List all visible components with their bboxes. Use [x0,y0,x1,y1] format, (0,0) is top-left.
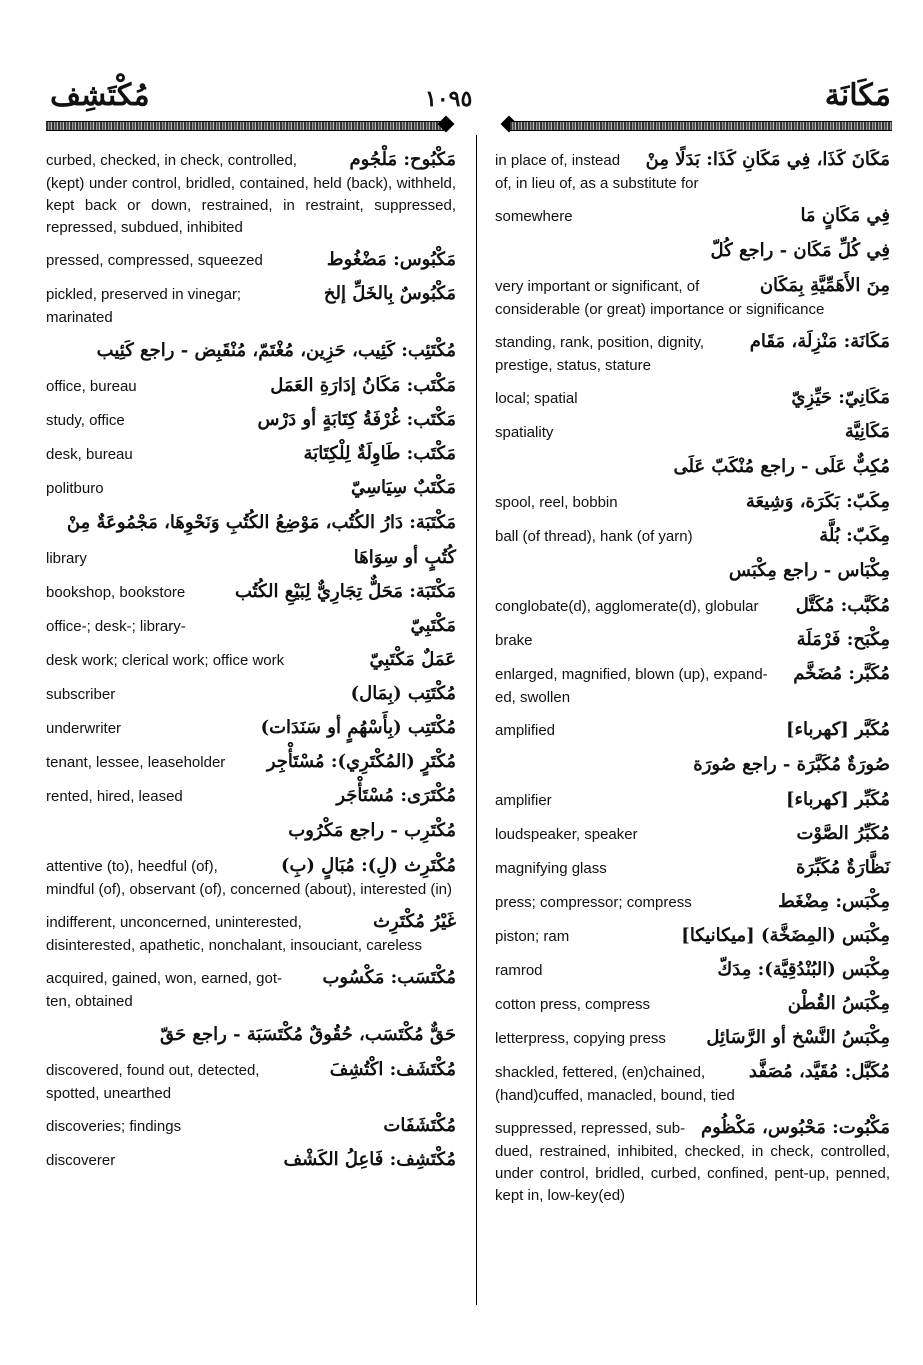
dictionary-entry [46,407,456,433]
arabic-entry-line: مِكْبَاس - راجع مِكْبَس [728,560,890,581]
dictionary-entry [46,1113,456,1139]
english-definition: rented, hired, leased [46,788,183,805]
header-rule-left [46,121,444,131]
english-definition: indifferent, unconcerned, uninterested, [46,914,302,931]
english-definition: office-; desk-; library- [46,618,186,635]
page-number: ١٠٩٥ [425,86,473,112]
arabic-headword: مَكْتَب: غُرْفَةُ كِتَابَةٍ أو دَرْس [257,409,456,430]
english-definition: suppressed, repressed, sub- [495,1120,686,1137]
english-definition: cotton press, compress [495,996,651,1013]
arabic-headword: مِكْبَسُ القُطْن [787,993,890,1014]
dictionary-entry [46,281,456,329]
dictionary-entry [495,923,890,949]
arabic-headword: مَكْبُوح: مَلْجُوم [349,149,456,170]
english-definition: politburo [46,480,104,497]
english-definition: loudspeaker, speaker [495,826,638,843]
dictionary-entry [495,147,890,195]
dictionary-entry [46,1147,456,1173]
dictionary-entry [46,817,456,845]
arabic-entry-line: مُكِبٌّ عَلَى - راجع مُنْكَبّ عَلَى [673,456,890,477]
arabic-headword: مُكَبِّر [كهرباء] [785,789,890,810]
english-definition: standing, rank, position, dignity, [495,334,705,351]
arabic-headword: مُكْتَشَفَات [383,1115,456,1136]
arabic-headword: مُكَبَّب: مُكَتَّل [795,595,890,616]
dictionary-entry [495,557,890,585]
arabic-entry-line: صُورَةٌ مُكَبَّرَة - راجع صُورَة [693,754,890,775]
dictionary-entry [495,889,890,915]
arabic-headword: مُكْتَرٍ (المُكْتَرِي): مُسْتَأْجِر [266,751,456,772]
english-definition: library [46,550,87,567]
english-definition: press; compressor; compress [495,894,692,911]
arabic-headword: فِي مَكَانٍ مَا [800,205,890,226]
dictionary-entry [46,613,456,639]
english-definition: subscriber [46,686,116,703]
english-definition: discovered, found out, detected, [46,1062,260,1079]
dictionary-entry [46,337,456,365]
dictionary-entry [46,681,456,707]
dictionary-entry [46,545,456,571]
english-definition-continued: (kept) under control, bridled, contained, held (back), withheld, kept back or down, restrained, in restraint, suppressed, repressed, subdued, inhibited [46,175,456,236]
english-definition-continued: prestige, status, stature [495,357,651,374]
arabic-headword: مِكْبَس (البُنْدُقِيَّة): مِدَكّ [717,959,890,980]
dictionary-entry [46,647,456,673]
arabic-headword: مَكْتَبِيّ [410,615,456,636]
dictionary-entry [46,1057,456,1105]
english-definition: discoverer [46,1152,116,1169]
dictionary-entry [495,237,890,265]
arabic-headword: مَكَانَ كَذَا، فِي مَكَانِ كَذَا: بَدَلًا مِنْ [645,149,890,170]
arabic-headword: نَظَّارَةٌ مُكَبِّرَة [795,857,890,878]
header-rule-right [510,121,892,131]
arabic-headword: مُكْتَشَف: اكْتُشِفَ [329,1059,456,1080]
arabic-entry-line: حَقٌّ مُكْتَسَب، حُقُوقٌ مُكْتَسَبَة - راجع حَقّ [160,1024,456,1045]
dictionary-entry [46,147,456,239]
arabic-headword: مُكْتَرِث (لِ): مُبَالٍ (بِ) [280,855,456,876]
dictionary-entry [495,787,890,813]
dictionary-entry [495,1025,890,1051]
arabic-headword: مُكَبَّل: مُقَيَّد، مُصَفَّد [748,1061,890,1082]
english-definition: ball (of thread), hank (of yarn) [495,528,693,545]
dictionary-entry [46,509,456,537]
dictionary-entry [495,203,890,229]
dictionary-entry [495,273,890,321]
english-definition: curbed, checked, in check, controlled, [46,152,297,169]
english-definition: spatiality [495,424,554,441]
english-definition: somewhere [495,208,573,225]
dictionary-entry [495,419,890,445]
english-definition: ramrod [495,962,543,979]
arabic-headword: عَمَلٌ مَكْتَبِيّ [369,649,456,670]
arabic-headword: كُتُبٍ أو سِوَاهَا [353,547,456,568]
dictionary-entry [495,957,890,983]
english-definition: brake [495,632,533,649]
arabic-headword: مُكَبَّر [كهرباء] [785,719,890,740]
arabic-headword: مُكَبَّر: مُضَخَّم [793,663,890,684]
dictionary-entry [495,385,890,411]
english-definition-continued: dued, restrained, inhibited, checked, in check, controlled, under control, bridled, curbed, confined, pent-up, penned, kept in, low-key(ed) [495,1143,890,1204]
dictionary-entry [495,821,890,847]
english-definition-continued: (hand)cuffed, manacled, bound, tied [495,1087,735,1104]
arabic-headword: مِكْبَس (المِضَخَّة) [ميكانيكا] [681,925,890,946]
arabic-headword: مَكَانِيَّة [844,421,890,442]
english-definition: letterpress, copying press [495,1030,666,1047]
english-definition: pickled, preserved in vinegar; [46,286,242,303]
english-definition-continued: disinterested, apathetic, nonchalant, insouciant, careless [46,937,423,954]
english-definition: spool, reel, bobbin [495,494,618,511]
right-column [495,147,890,1215]
english-definition-continued: of, in lieu of, as a substitute for [495,175,699,192]
arabic-headword: مِكَبّ: بُلَّة [819,525,890,546]
english-definition-continued: mindful (of), observant (of), concerned (about), interested (in) [46,881,453,898]
english-definition: amplifier [495,792,552,809]
dictionary-entry [46,783,456,809]
dictionary-entry [46,715,456,741]
dictionary-entry [46,1021,456,1049]
english-definition: conglobate(d), agglomerate(d), globular [495,598,759,615]
english-definition: in place of, instead [495,152,621,169]
page-header [0,0,923,130]
dictionary-entry [495,489,890,515]
arabic-headword: مُكْتَتِب (بِأَسْهُمٍ أو سَنَدَات) [260,717,456,738]
dictionary-entry [46,247,456,273]
arabic-headword: مَكْتَبٌ سِيَاسِيّ [350,477,456,498]
arabic-headword: مَكَانَة: مَنْزِلَة، مَقَام [749,331,890,352]
arabic-headword: مَكْتَبَة: مَحَلٌّ تِجَارِيٌّ لِبَيْعِ الكُتُب [234,581,456,602]
english-definition-continued: ten, obtained [46,993,133,1010]
english-definition-continued: ed, swollen [495,689,571,706]
english-definition: local; spatial [495,390,578,407]
arabic-headword: مِكَبّ: بَكَرَة، وَشِيعَة [745,491,890,512]
english-definition: study, office [46,412,125,429]
left-column [46,147,456,1181]
english-definition: office, bureau [46,378,137,395]
english-definition: magnifying glass [495,860,607,877]
arabic-headword: مُكْتَتِب (بِمَال) [350,683,456,704]
dictionary-entry [495,329,890,377]
english-definition: desk, bureau [46,446,133,463]
arabic-entry-line: مُكْتَرِب - راجع مَكْرُوب [288,820,456,841]
arabic-headword: مُكَبِّرُ الصَّوْت [796,823,890,844]
arabic-entry-line: مَكْتَبَة: دَارُ الكُتُب، مَوْضِعُ الكُتُبِ وَنَحْوِهَا، مَجْمُوعَةٌ مِنْ [66,512,456,533]
right-guide-word: مَكَانَة [824,78,891,113]
english-definition: bookshop, bookstore [46,584,186,601]
dictionary-entry [46,853,456,901]
arabic-headword: مُكْتَشِف: فَاعِلُ الكَشْف [283,1149,456,1170]
dictionary-entry [495,717,890,743]
arabic-headword: مَكَانِيّ: حَيِّزِيّ [791,387,890,408]
english-definition: pressed, compressed, squeezed [46,252,263,269]
english-definition: piston; ram [495,928,570,945]
arabic-entry-line: مُكْتَئِب: كَئِيب، حَزِين، مُغْتَمّ، مُنْقَبِض - راجع كَئِيب [96,340,456,361]
dictionary-entry [495,523,890,549]
arabic-headword: مِنَ الأَهَمِّيَّةِ بِمَكَان [759,275,890,296]
dictionary-entry [46,373,456,399]
arabic-headword: مَكْبُوت: مَحْبُوس، مَكْظُوم [701,1117,890,1138]
dictionary-entry [495,627,890,653]
dictionary-entry [495,1115,890,1207]
dictionary-entry [495,453,890,481]
dictionary-entry [495,593,890,619]
english-definition: very important or significant, of [495,278,700,295]
arabic-entry-line: فِي كُلِّ مَكَان - راجع كُلّ [710,240,890,261]
arabic-headword: مُكْتَرَى: مُسْتَأْجَر [336,785,456,806]
dictionary-entry [495,855,890,881]
dictionary-entry [46,441,456,467]
dictionary-entry [46,579,456,605]
dictionary-entry [495,1059,890,1107]
english-definition: amplified [495,722,556,739]
english-definition: acquired, gained, won, earned, got- [46,970,282,987]
arabic-headword: مِكْبَس: مِضْغَط [778,891,890,912]
arabic-headword: مَكْتَب: مَكَانُ إدَارَةِ العَمَل [270,375,456,396]
english-definition: attentive (to), heedful (of), [46,858,218,875]
english-definition: shackled, fettered, (en)chained, [495,1064,706,1081]
column-divider [476,135,477,1305]
english-definition-continued: marinated [46,309,113,326]
dictionary-entry [46,965,456,1013]
arabic-headword: مِكْبَسُ النَّسْخ أو الرَّسَائِل [706,1027,890,1048]
arabic-headword: مَكْتَب: طَاوِلَةٌ لِلْكِتَابَة [303,443,456,464]
arabic-headword: مِكْبَح: فَرْمَلَة [796,629,890,650]
arabic-headword: مُكْتَسَب: مَكْسُوب [322,967,456,988]
dictionary-entry [495,751,890,779]
dictionary-entry [46,475,456,501]
arabic-headword: مَكْبُوس: مَضْغُوط [326,249,456,270]
english-definition: tenant, lessee, leaseholder [46,754,226,771]
dictionary-entry [46,749,456,775]
left-guide-word: مُكْتَشِف [50,78,150,113]
english-definition: desk work; clerical work; office work [46,652,285,669]
english-definition: enlarged, magnified, blown (up), expand- [495,666,768,683]
english-definition-continued: spotted, unearthed [46,1085,172,1102]
dictionary-entry [46,909,456,957]
dictionary-entry [495,661,890,709]
arabic-headword: مَكْبُوسٌ بِالخَلِّ إلخ [323,283,456,304]
english-definition: underwriter [46,720,122,737]
dictionary-entry [495,991,890,1017]
arabic-headword: غَيْرُ مُكْتَرِث [373,911,456,932]
english-definition-continued: considerable (or great) importance or significance [495,301,825,318]
english-definition: discoveries; findings [46,1118,182,1135]
